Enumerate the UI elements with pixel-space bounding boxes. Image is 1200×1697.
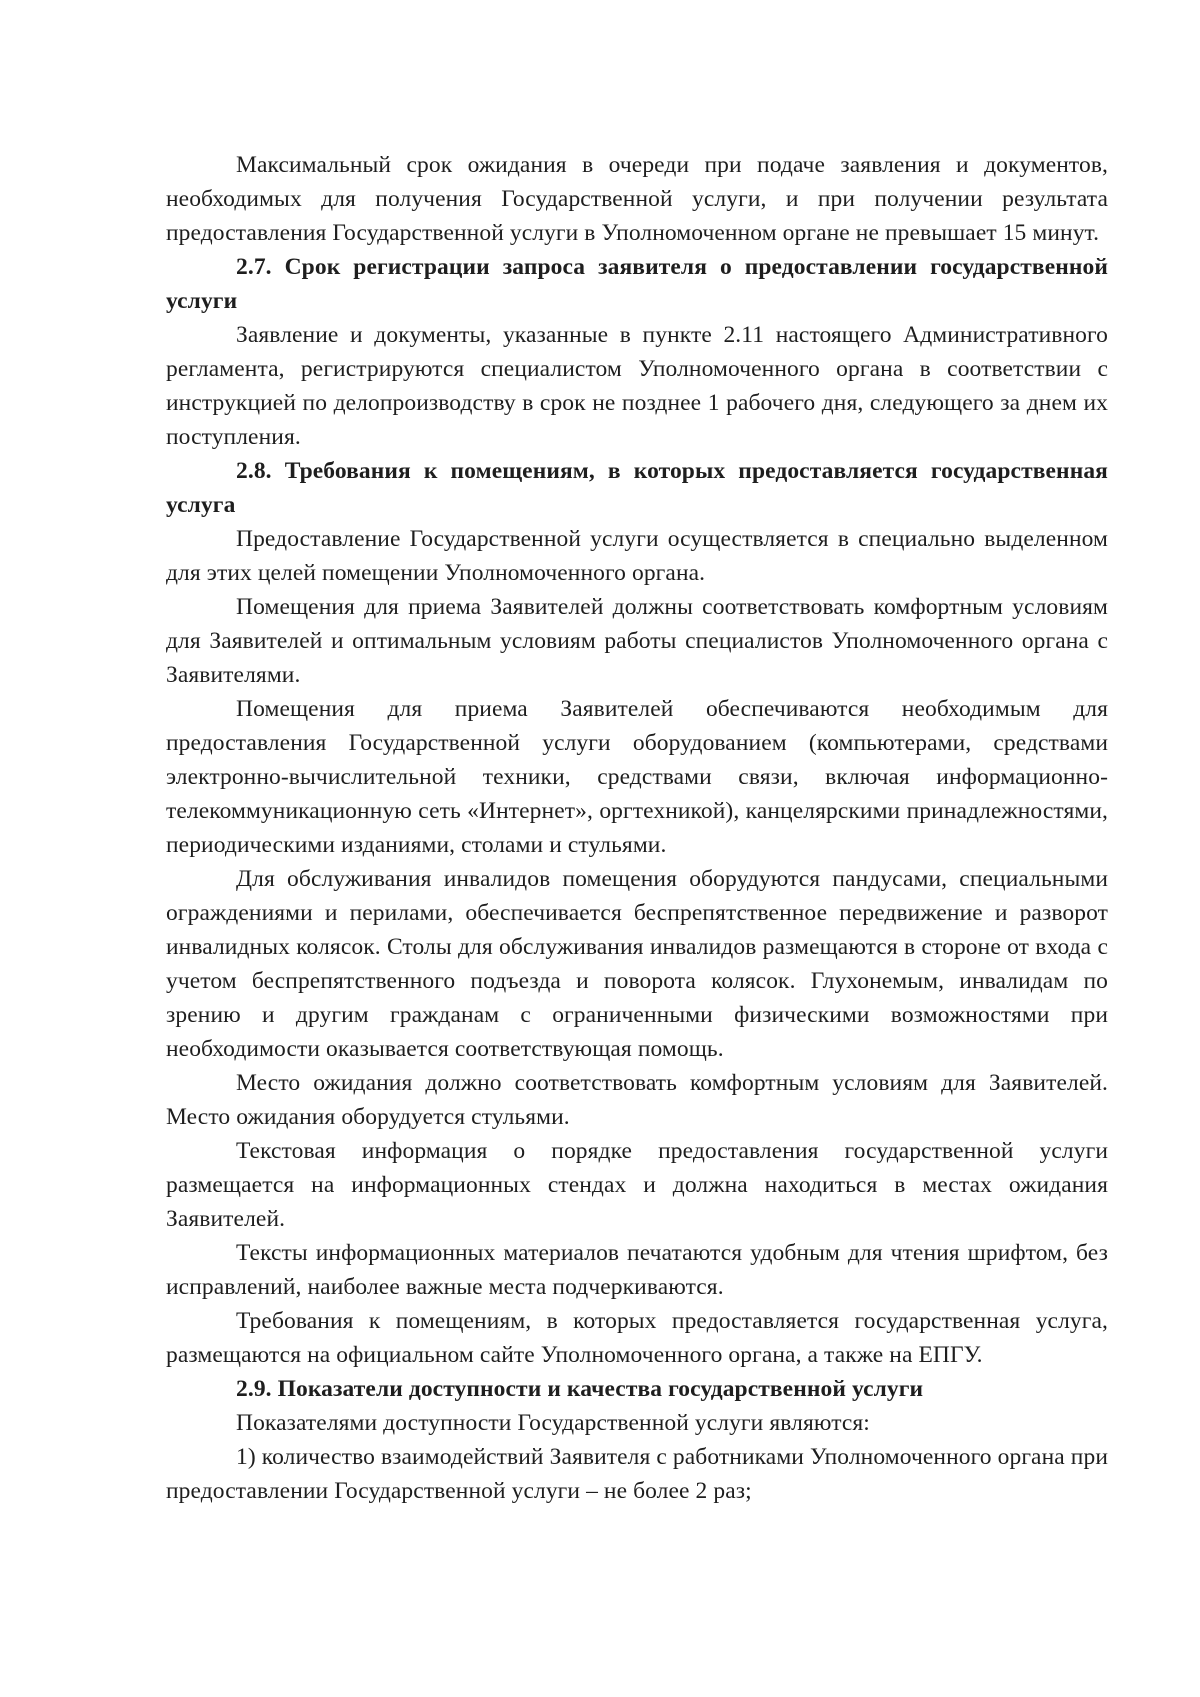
paragraph-comfort-conditions: Помещения для приема Заявителей должны соответствовать комфортным условиям для Заявителей и оптимальным условиям работы специалистов Уполномоченного органа с Заявителями. — [166, 594, 1108, 688]
paragraph-equipment: Помещения для приема Заявителей обеспечиваются необходимым для предоставления Государственной услуги оборудованием (компьютерами, средствами электронно-вычислительной техники, средствами связи, включая информационно-телекоммуникационную сеть «Интернет», оргтехникой), канцелярскими принадлежностями, периодическими изданиями, столами и стульями. — [166, 696, 1108, 858]
heading-2-8-premises-requirements: 2.8. Требования к помещениям, в которых предоставляется государственная услуга — [166, 458, 1108, 518]
paragraph-requirements-published: Требования к помещениям, в которых предоставляется государственная услуга, размещаются на официальном сайте Уполномоченного органа, а также на ЕПГУ. — [166, 1308, 1108, 1368]
paragraph-dedicated-premises: Предоставление Государственной услуги осуществляется в специально выделенном для этих целей помещении Уполномоченного органа. — [166, 526, 1108, 586]
heading-2-9-accessibility-indicators: 2.9. Показатели доступности и качества государственной услуги — [236, 1376, 924, 1402]
paragraph-info-materials: Тексты информационных материалов печатаются удобным для чтения шрифтом, без исправлений, наиболее важные места подчеркиваются. — [166, 1240, 1108, 1300]
paragraph-waiting-place: Место ожидания должно соответствовать комфортным условиям для Заявителей. Место ожидания оборудуется стульями. — [166, 1070, 1108, 1130]
document-body — [166, 148, 1108, 1508]
paragraph-registration: Заявление и документы, указанные в пункте 2.11 настоящего Административного регламента, регистрируются специалистом Уполномоченного органа в соответствии с инструкцией по делопроизводству в срок не позднее 1 рабочего дня, следующего за днем их поступления. — [166, 322, 1108, 450]
paragraph-max-wait-time: Максимальный срок ожидания в очереди при подаче заявления и документов, необходимых для получения Государственной услуги, и при получении результата предоставления Государственной услуги в Уполномоченном органе не превышает 15 минут. — [166, 152, 1108, 246]
paragraph-indicators-intro: Показателями доступности Государственной услуги являются: — [236, 1410, 870, 1436]
paragraph-info-stands: Текстовая информация о порядке предоставления государственной услуги размещается на информационных стендах и должна находиться в местах ожидания Заявителей. — [166, 1138, 1108, 1232]
list-item-interactions-count: 1) количество взаимодействий Заявителя с работниками Уполномоченного органа при предоставлении Государственной услуги – не более 2 раз; — [166, 1444, 1108, 1504]
paragraph-disabled-access: Для обслуживания инвалидов помещения оборудуются пандусами, специальными ограждениями и перилами, обеспечивается беспрепятственное передвижение и разворот инвалидных колясок. Столы для обслуживания инвалидов размещаются в стороне от входа с учетом беспрепятственного подъезда и поворота колясок. Глухонемым, инвалидам по зрению и другим гражданам с ограниченными физическими возможностями при необходимости оказывается соответствующая помощь. — [166, 866, 1108, 1062]
heading-2-7-registration-term: 2.7. Срок регистрации запроса заявителя о предоставлении государственной услуги — [166, 254, 1108, 314]
